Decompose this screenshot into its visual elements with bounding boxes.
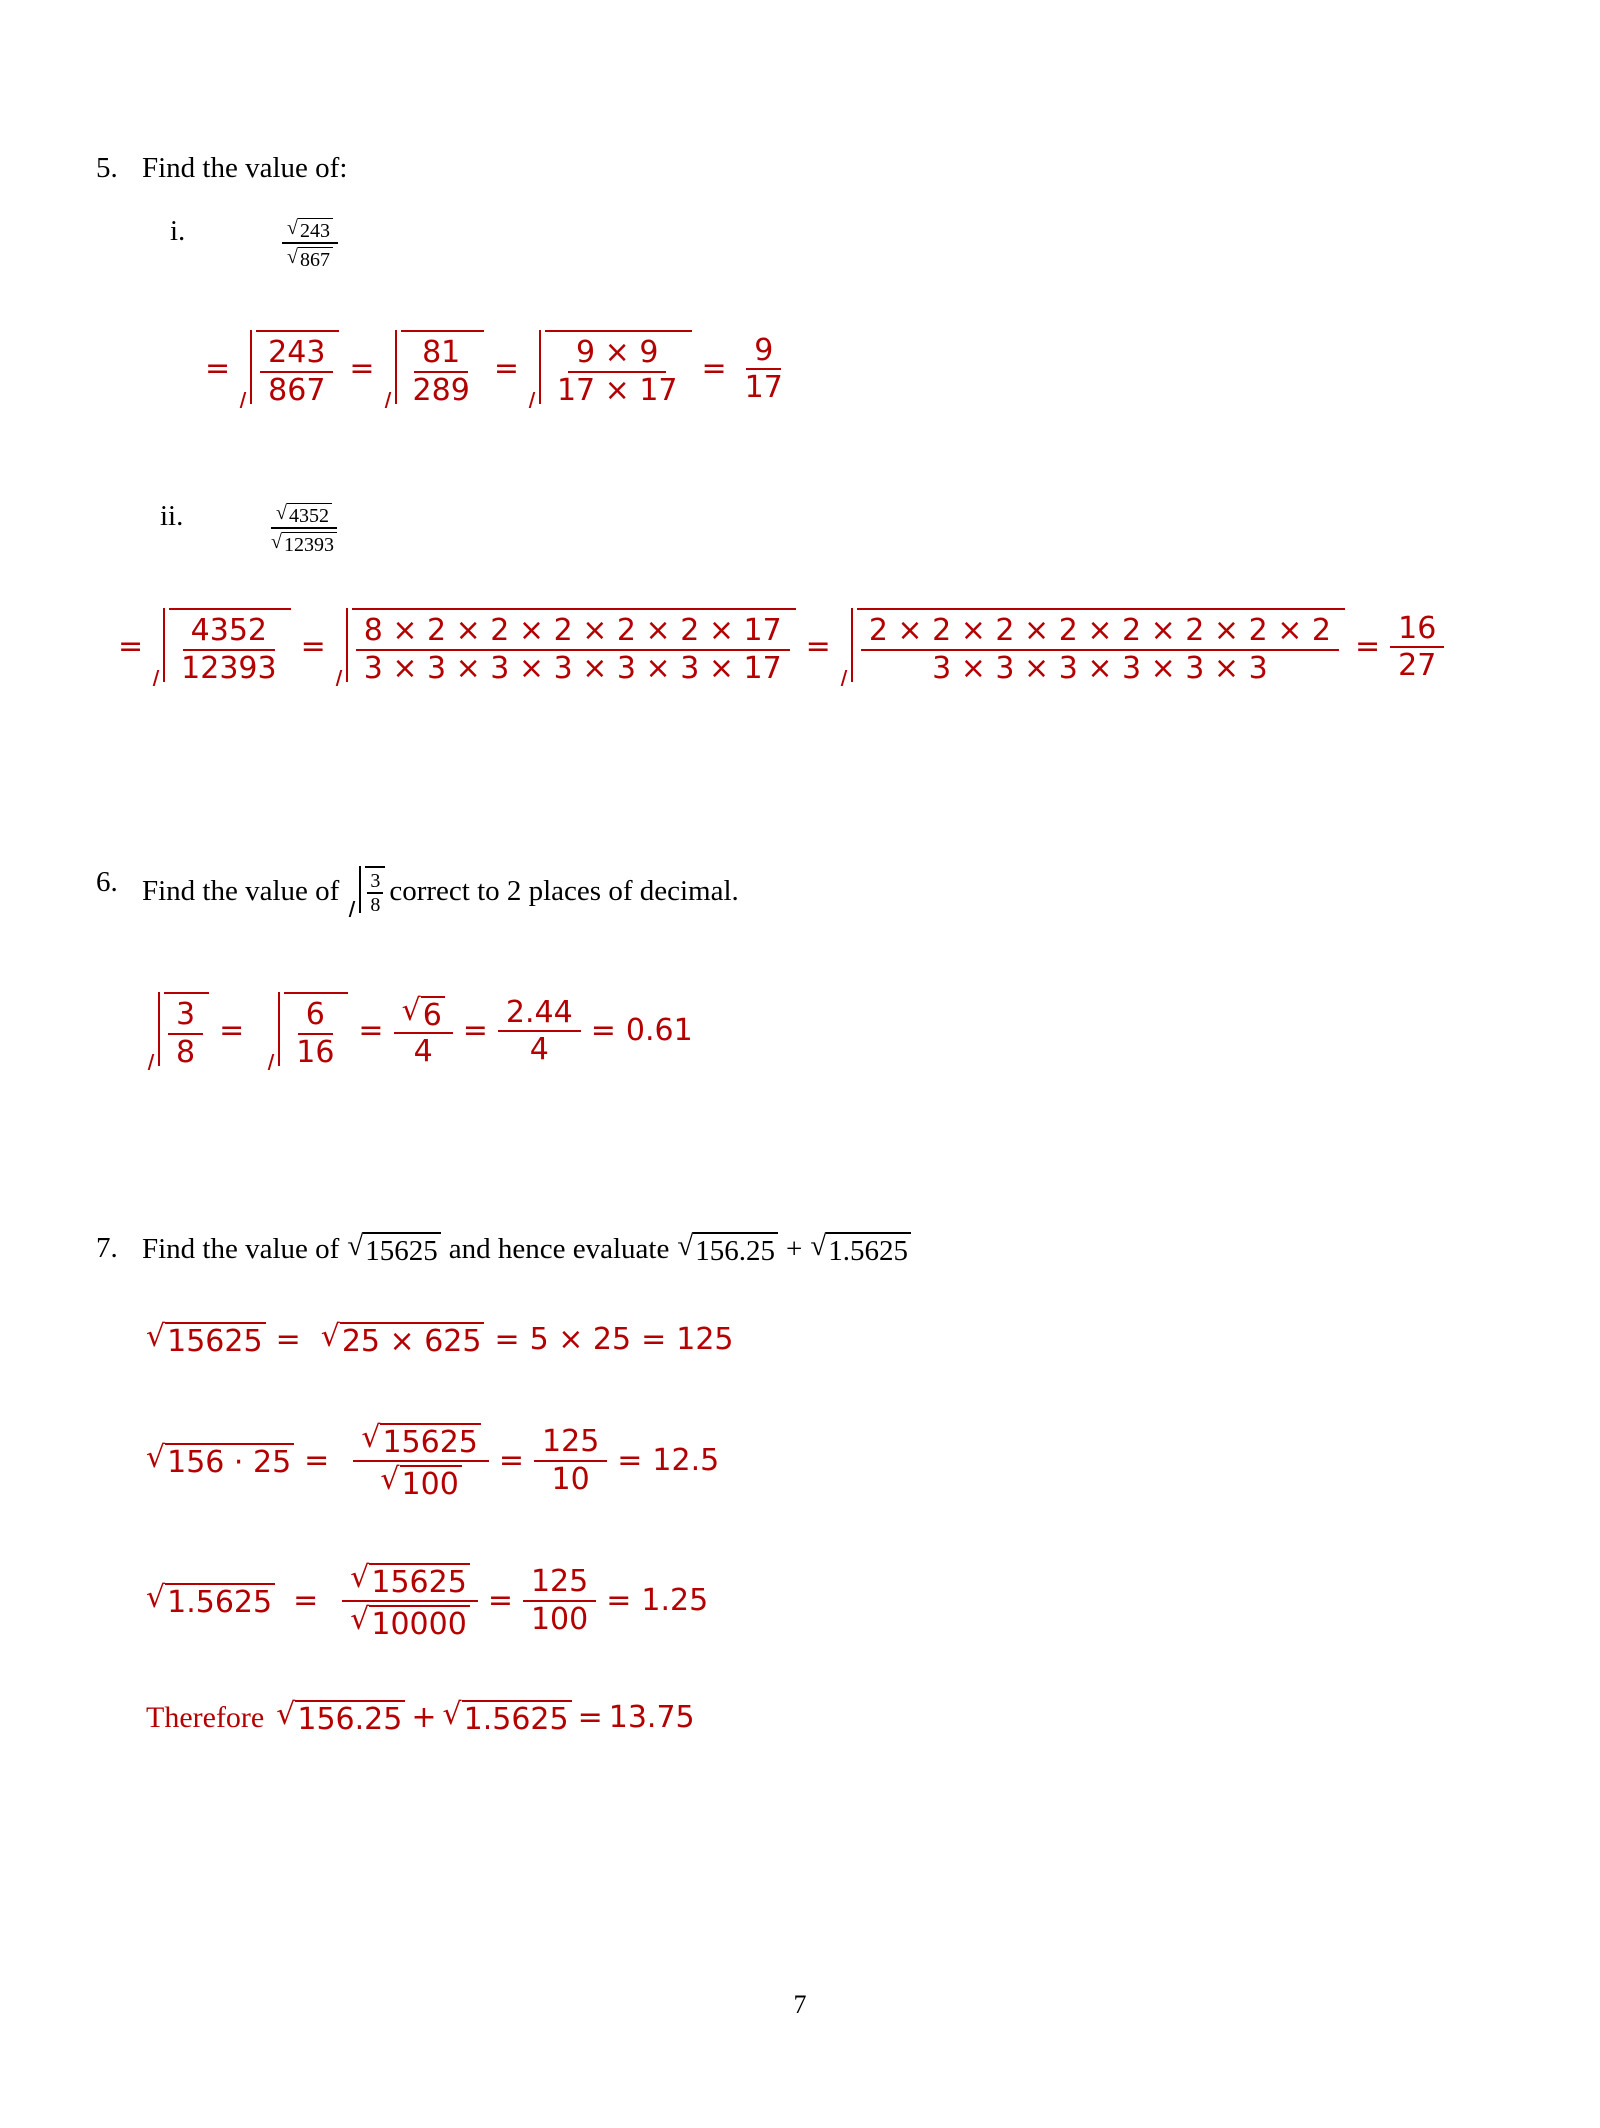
- radical-sign-icon: [841, 608, 857, 686]
- question-5-part-ii: [160, 500, 342, 556]
- radical-sign-icon: √: [146, 1579, 166, 1615]
- equals-sign: =: [498, 1442, 525, 1478]
- solution-7-line-3: [146, 1560, 708, 1641]
- fraction-denominator: [282, 244, 338, 271]
- fraction-125-over-100: $\frac{125}{100}$: [523, 1564, 596, 1637]
- radical-sign-icon: [268, 992, 284, 1070]
- fraction-numerator: [282, 215, 338, 244]
- fraction-of-radicals-5i: [282, 215, 338, 271]
- sqrt-1-5625-prompt: √ 1.5625: [810, 1232, 911, 1266]
- fraction-numerator: [353, 1420, 489, 1462]
- radical-sign-icon: √: [442, 1697, 462, 1732]
- radical-sign-icon: [153, 608, 169, 686]
- radical-sign-icon: [385, 330, 401, 408]
- result-125: 125: [676, 1321, 734, 1357]
- equals-sign: =: [462, 1013, 488, 1049]
- radical-step-2: [336, 608, 796, 686]
- radical-sign-icon: √: [401, 992, 421, 1028]
- radical-sign-icon: √: [350, 1601, 370, 1637]
- fraction: $\frac{81}{289}$: [412, 335, 470, 408]
- fraction-numerator: [342, 1560, 478, 1602]
- expr-6-radicand: [349, 866, 385, 917]
- fraction-244-over-4: $\frac{2.44}{4}$: [498, 995, 581, 1068]
- fraction: $\frac{8 \times 2 \times 2 \times 2 \times 2 \times 2 \times 17}{3 \times 3 \times 3 \times 3 \times 3 \times 3 \times 17}$: [356, 613, 790, 686]
- radical-sign-icon: √: [287, 217, 298, 239]
- sqrt-6: √ 6: [402, 996, 445, 1032]
- equals-sign: =: [606, 1582, 632, 1618]
- question-5-number: 5.: [96, 152, 118, 184]
- solution-7-line-1: [146, 1319, 734, 1359]
- part-label-i: i.: [170, 215, 186, 247]
- sqrt-1-5625: √ 1.5625: [443, 1700, 572, 1736]
- radical-sign-icon: [349, 866, 365, 917]
- sqrt-15625: √ 15625: [146, 1322, 266, 1358]
- fraction-sqrt6-over-4: √ 6 4: [394, 993, 453, 1070]
- equals-sign: =: [493, 351, 519, 387]
- question-7-prompt-b: and hence evaluate: [448, 1232, 670, 1265]
- solution-7-line-2: [146, 1420, 719, 1501]
- equals-sign: =: [118, 629, 144, 665]
- equals-sign: =: [304, 1442, 330, 1478]
- solution-6: [148, 992, 693, 1070]
- radical-body: [545, 330, 692, 408]
- equals-sign: =: [487, 1582, 513, 1618]
- radical-body: [164, 992, 209, 1070]
- fraction: $\frac{243}{867}$: [260, 335, 333, 408]
- fraction-numerator: [271, 500, 337, 529]
- question-7-number: 7.: [96, 1232, 118, 1264]
- question-6-prompt: [142, 866, 739, 917]
- fraction-sqrt15625-over-sqrt100: [353, 1420, 489, 1501]
- radical-6-over-16: [268, 992, 348, 1070]
- sqrt-12393: √ 12393: [271, 532, 337, 556]
- question-5-prompt: Find the value of:: [142, 152, 348, 184]
- equals-sign: =: [494, 1321, 520, 1357]
- sqrt-10000: √ 10000: [350, 1605, 470, 1641]
- sqrt-4352: √ 4352: [276, 503, 332, 527]
- radical-sign-icon: [240, 330, 256, 408]
- equals-sign: =: [590, 1013, 616, 1049]
- radical-sign-icon: √: [380, 1461, 400, 1497]
- question-6-prompt-before: Find the value of: [142, 874, 340, 907]
- fraction-of-radicals-5ii: [266, 500, 342, 556]
- radical-sign-icon: [148, 992, 164, 1070]
- equals-sign: =: [349, 351, 375, 387]
- solution-5i: [195, 330, 791, 408]
- sqrt-243: √ 243: [287, 218, 333, 242]
- result-6: 0.61: [625, 1013, 693, 1049]
- radical-sign-icon: √: [276, 502, 287, 524]
- page-number: 7: [793, 1990, 807, 2019]
- radical-sign-icon: √: [320, 1319, 340, 1354]
- fraction: $\frac{2 \times 2 \times 2 \times 2 \times 2 \times 2 \times 2 \times 2}{3 \times 3 \times 3 \times 3 \times 3 \times 3}$: [861, 613, 1339, 686]
- fraction: $\frac{9 \times 9}{17 \times 17}$: [556, 335, 678, 408]
- radical-sign-icon: [336, 608, 352, 686]
- part-label-ii: ii.: [160, 500, 184, 532]
- question-5-part-i: [170, 215, 338, 271]
- question-6-number: 6.: [96, 866, 118, 898]
- radical-body: [284, 992, 348, 1070]
- radical-step-1: [240, 330, 339, 408]
- sqrt-156-25: √ 156.25: [276, 1700, 405, 1736]
- equals-sign: =: [805, 629, 831, 665]
- sqrt-867: √ 867: [287, 247, 333, 271]
- radical-sign-icon: √: [271, 531, 282, 553]
- radical-sign-icon: √: [146, 1319, 166, 1354]
- radical-3-over-8: [148, 992, 209, 1070]
- radical-step-3: [841, 608, 1345, 686]
- fraction: $\frac{6}{16}$: [296, 997, 335, 1070]
- equals-sign: =: [701, 351, 727, 387]
- expr-5i: [282, 215, 338, 271]
- result-12-5: 12.5: [652, 1442, 720, 1478]
- fraction-125-over-10: $\frac{125}{10}$: [534, 1424, 607, 1497]
- solution-7-conclusion: [146, 1697, 695, 1737]
- sqrt-15625: √ 15625: [361, 1423, 481, 1459]
- radical-body: [256, 330, 339, 408]
- result-13-75: 13.75: [608, 1699, 695, 1735]
- product-5x25: 5 × 25: [529, 1321, 632, 1357]
- radical-sign-icon: √: [287, 246, 298, 268]
- plus-sign: +: [786, 1232, 803, 1265]
- radical-sign-icon: √: [146, 1439, 166, 1475]
- fraction-numerator: [394, 993, 453, 1035]
- radical-sign-icon: √: [347, 1230, 364, 1262]
- question-5-heading: [96, 152, 347, 185]
- radical-sign-icon: √: [350, 1560, 370, 1595]
- radical-sign-icon: √: [677, 1230, 694, 1262]
- equals-sign: =: [300, 629, 326, 665]
- radical-sign-icon: [529, 330, 545, 408]
- equals-sign: =: [577, 1699, 603, 1735]
- radical-sign-icon: √: [361, 1420, 381, 1455]
- equals-sign: =: [358, 1013, 384, 1049]
- sqrt-15625-prompt: √ 15625: [347, 1232, 440, 1266]
- result-fraction-5i: $\frac{9}{17}$: [744, 332, 783, 406]
- question-6-prompt-after: correct to 2 places of decimal.: [389, 874, 739, 907]
- question-6-heading: [96, 866, 739, 917]
- equals-sign: =: [275, 1321, 301, 1357]
- question-7-heading: [96, 1232, 919, 1266]
- radical-step-2: [385, 330, 484, 408]
- radical-body: [352, 608, 796, 686]
- therefore-label: Therefore: [146, 1700, 265, 1734]
- radical-body: [365, 866, 385, 917]
- equals-sign: =: [219, 1013, 245, 1049]
- solution-5ii: [108, 608, 1444, 686]
- equals-sign: =: [293, 1582, 319, 1618]
- equals-sign: =: [617, 1442, 643, 1478]
- sqrt-25x625: √ 25 × 625: [321, 1322, 485, 1358]
- equals-sign: =: [1354, 629, 1381, 665]
- sqrt-100: √ 100: [380, 1465, 461, 1501]
- radical-sign-icon: √: [810, 1230, 827, 1262]
- fraction-denominator: [266, 529, 342, 556]
- radical-body: [857, 608, 1345, 686]
- sqrt-1-5625: √ 1.5625: [146, 1583, 275, 1619]
- fraction: $\frac{4352}{12393}$: [181, 613, 277, 686]
- result-1-25: 1.25: [641, 1582, 709, 1618]
- fraction-sqrt15625-over-sqrt10000: [342, 1560, 478, 1641]
- fraction: $\frac{3}{8}$: [367, 870, 383, 917]
- radical-step-1: [153, 608, 290, 686]
- question-7-prompt: [142, 1232, 919, 1266]
- radical-body: [169, 608, 290, 686]
- radical-sign-icon: √: [276, 1697, 296, 1732]
- expr-5ii: [266, 500, 342, 556]
- question-7-prompt-a: Find the value of: [142, 1232, 340, 1265]
- result-fraction-5ii: $\frac{16}{27}$: [1390, 611, 1444, 684]
- radical-body: [401, 330, 484, 408]
- plus-sign: +: [411, 1699, 437, 1735]
- equals-sign: =: [205, 351, 231, 387]
- fraction-denominator: [342, 1602, 478, 1642]
- sqrt-156-25-prompt: √ 156.25: [677, 1232, 778, 1266]
- fraction: $\frac{3}{8}$: [168, 997, 203, 1070]
- radical-3-over-8: [349, 866, 385, 917]
- sqrt-15625: √ 15625: [350, 1563, 470, 1599]
- radical-step-3: [529, 330, 692, 408]
- equals-sign: =: [641, 1321, 667, 1357]
- fraction-denominator: [372, 1462, 469, 1502]
- sqrt-156-25: √ 156 · 25: [146, 1443, 294, 1479]
